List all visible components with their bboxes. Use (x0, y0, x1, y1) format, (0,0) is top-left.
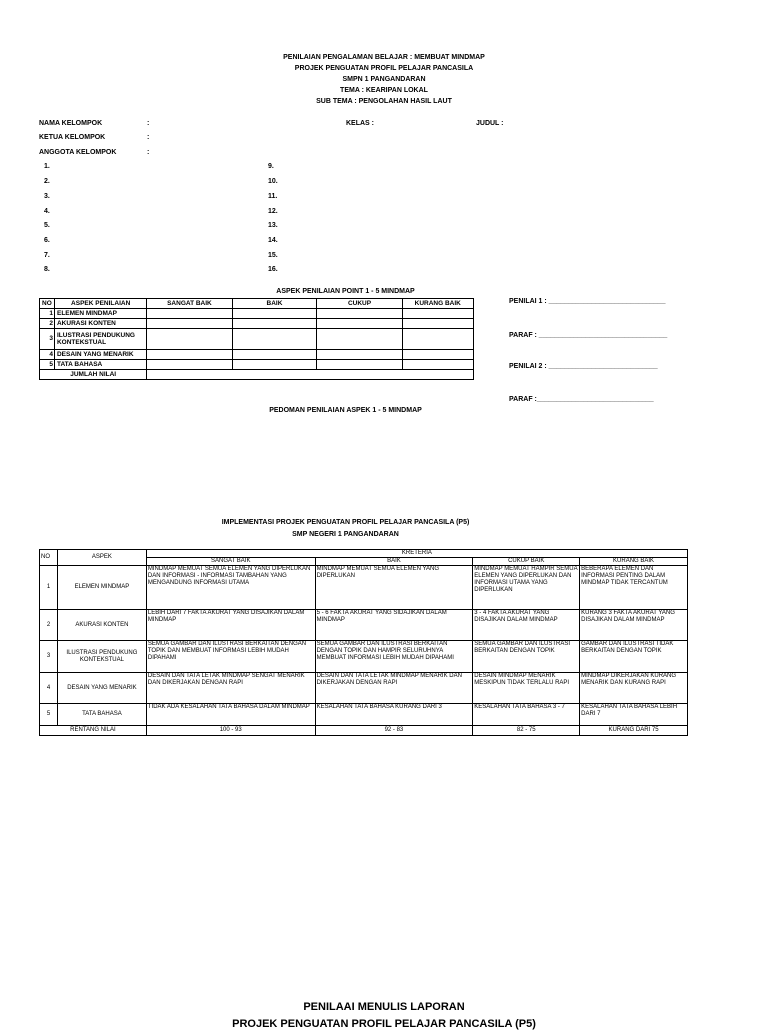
criteria-cukup-baik: DESAIN MINDMAP MENARIK MESKIPUN TIDAK TERLALU RAPI (473, 673, 580, 704)
rubric-header-row-1 (40, 550, 688, 558)
criteria-baik: 5 - 6 FAKTA AKURAT YANG SIDAJIKAN DALAM MINDMAP (315, 610, 473, 641)
table-row (40, 641, 688, 673)
score-cell[interactable] (402, 309, 473, 319)
score-cell[interactable] (232, 350, 317, 360)
score-cell[interactable] (147, 309, 232, 319)
judul-label: JUDUL : (476, 120, 504, 127)
rubric-header-sangat-baik: SANGAT BAIK (146, 558, 315, 566)
rubric-row-number: 4 (40, 673, 58, 704)
score-cell[interactable] (232, 329, 317, 350)
header-cukup: CUKUP (317, 299, 402, 309)
member-number: 5. (44, 222, 50, 229)
rubric-row-aspek: TATA BAHASA (57, 704, 146, 726)
criteria-kurang-baik: BEBERAPA ELEMEN DAN INFORMASI PENTING DALAM MINDMAP TIDAK TERCANTUM (580, 566, 688, 610)
criteria-baik: MINDMAP MEMUAT SEMUA ELEMEN YANG DIPERLUKAN (315, 566, 473, 610)
table-row (40, 610, 688, 641)
header-sangat-baik: SANGAT BAIK (147, 299, 232, 309)
range-cukup-baik: 82 - 75 (473, 726, 580, 736)
rubric-title-1: IMPLEMENTASI PROJEK PENGUATAN PROFIL PELAJAR PANCASILA (P5) (221, 519, 470, 526)
rubric-header-kurang-baik: KURANG BAIK (580, 558, 688, 566)
total-label: JUMLAH NILAI (40, 370, 147, 380)
criteria-cukup-baik: KESALAHAN TATA BAHASA 3 - 7 (473, 704, 580, 726)
criteria-sangat-baik: DESAIN DAN TATA LETAK MINDMAP SENGAT MENARIK DAN DIKERJAKAN DENGAN RAPI (146, 673, 315, 704)
penilai-1-line: PENILAI 1 : ______________________________ (509, 298, 666, 305)
score-cell[interactable] (232, 309, 317, 319)
paraf-2-line: PARAF :______________________________ (509, 396, 654, 403)
criteria-cukup-baik: 3 - 4 FAKTA AKURAT YANG DISAJIKAN DALAM MINDMAP (473, 610, 580, 641)
criteria-cukup-baik: MINDMAP MEMUAT HAMPIR SEMUA ELEMEN YANG DIPERLUKAN DAN INFORMASI UTAMA YANG DIPERLUKAN (473, 566, 580, 610)
score-cell[interactable] (232, 319, 317, 329)
score-cell[interactable] (147, 360, 232, 370)
range-kurang-baik: KURANG DARI 75 (580, 726, 688, 736)
rubric-row-number: 5 (40, 704, 58, 726)
doc-header (0, 52, 768, 107)
row-aspek: ILUSTRASI PENDUKUNG KONTEKSTUAL (54, 329, 146, 350)
member-number: 7. (44, 252, 50, 259)
criteria-baik: SEMUA GAMBAR DAN ILUSTRASI BERKAITAN DENGAN TOPIK DAN HAMPIR SELURUHNYA MEMBUAT INFORMASI LEBIH MUDAH DIPAHAMI (315, 641, 473, 673)
table-row (40, 673, 688, 704)
range-label: RENTANG NILAI (40, 726, 147, 736)
header-line-3: SMPN 1 PANGANDARAN (342, 76, 426, 83)
row-number: 4 (40, 350, 55, 360)
anggota-kelompok-colon: : (147, 149, 150, 156)
rubric-row-aspek: ILUSTRASI PENDUKUNG KONTEKSTUAL (57, 641, 146, 673)
footer-title-2: PROJEK PENGUATAN PROFIL PELAJAR PANCASILA (P5) (232, 1018, 536, 1030)
ketua-kelompok-colon: : (147, 134, 150, 141)
criteria-cukup-baik: SEMUA GAMBAR DAN ILUSTRASI BERKAITAN DENGAN TOPIK (473, 641, 580, 673)
member-number: 3. (44, 193, 50, 200)
header-baik: BAIK (232, 299, 317, 309)
score-cell[interactable] (317, 319, 402, 329)
member-number: 10. (268, 178, 278, 185)
rubric-title-2: SMP NEGERI 1 PANGANDARAN (292, 531, 399, 538)
header-line-4: TEMA : KEARIPAN LOKAL (340, 87, 428, 94)
rubric-table (39, 549, 688, 736)
member-number: 2. (44, 178, 50, 185)
criteria-baik: KESALAHAN TATA BAHASA KURANG DARI 3 (315, 704, 473, 726)
rubric-header-kreteria: KRETERIA (146, 550, 687, 558)
score-cell[interactable] (402, 319, 473, 329)
footer-title-1: PENILAAI MENULIS LAPORAN (303, 1001, 465, 1013)
score-cell[interactable] (317, 329, 402, 350)
member-number: 12. (268, 208, 278, 215)
member-number: 9. (268, 163, 274, 170)
ketua-kelompok-label: KETUA KELOMPOK (39, 134, 106, 141)
member-number: 4. (44, 208, 50, 215)
header-aspek-penilaian: ASPEK PENILAIAN (54, 299, 146, 309)
score-cell[interactable] (147, 319, 232, 329)
score-table-title: ASPEK PENILAIAN POINT 1 - 5 MINDMAP (276, 288, 415, 295)
row-number: 5 (40, 360, 55, 370)
criteria-sangat-baik: MINDMAP MEMUAT SEMUA ELEMEN YANG DIPERLUKAN DAN INFORMASI - INFORMASI TAMBAHAN YANG MENGANDUNG INFORMASI UTAMA (146, 566, 315, 610)
table-row (40, 319, 474, 329)
total-row (40, 370, 474, 380)
table-row (40, 350, 474, 360)
member-number: 6. (44, 237, 50, 244)
row-aspek: TATA BAHASA (54, 360, 146, 370)
score-cell[interactable] (402, 360, 473, 370)
kelas-label: KELAS : (346, 120, 374, 127)
criteria-kurang-baik: MINDMAP DIKERJAKAN KURANG MENARIK DAN KURANG RAPI (580, 673, 688, 704)
criteria-baik: DESAIN DAN TATA LETAK MINDMAP MENARIK DAN DIKERJAKAN DENGAN RAPI (315, 673, 473, 704)
header-kurang-baik: KURANG BAIK (402, 299, 473, 309)
header-line-2: PROJEK PENGUATAN PROFIL PELAJAR PANCASILA (294, 65, 474, 72)
score-table-header-row (40, 299, 474, 309)
range-sangat-baik: 100 - 93 (146, 726, 315, 736)
total-value-cell[interactable] (147, 370, 474, 380)
score-cell[interactable] (402, 329, 473, 350)
range-row (40, 726, 688, 736)
rubric-row-aspek: AKURASI KONTEN (57, 610, 146, 641)
paraf-1-line: PARAF : _________________________________ (509, 332, 668, 339)
criteria-kurang-baik: KURANG 3 FAKTA AKURAT YANG DISAJIKAN DALAM MINDMAP (580, 610, 688, 641)
criteria-kurang-baik: GAMBAR DAN ILUSTRASI TIDAK BERKAITAN DENGAN TOPIK (580, 641, 688, 673)
score-cell[interactable] (402, 350, 473, 360)
score-cell[interactable] (317, 309, 402, 319)
rubric-row-number: 1 (40, 566, 58, 610)
rubric-header-no: NO (40, 550, 58, 566)
rubric-row-aspek: ELEMEN MINDMAP (57, 566, 146, 610)
rubric-row-aspek: DESAIN YANG MENARIK (57, 673, 146, 704)
rubric-header-cukup-baik: CUKUP BAIK (473, 558, 580, 566)
criteria-sangat-baik: SEMUA GAMBAR DAN ILUSTRASI BERKAITAN DENGAN TOPIK DAN MEMBUAT INFORMASI LEBIH MUDAH DIPAHAMI (146, 641, 315, 673)
table-row (40, 329, 474, 350)
table-row (40, 360, 474, 370)
table-row (40, 704, 688, 726)
row-aspek: ELEMEN MINDMAP (54, 309, 146, 319)
criteria-kurang-baik: KESALAHAN TATA BAHASA LEBIH DARI 7 (580, 704, 688, 726)
nama-kelompok-label: NAMA KELOMPOK (39, 120, 103, 127)
header-line-5: SUB TEMA : PENGOLAHAN HASIL LAUT (316, 98, 452, 105)
pedoman-title: PEDOMAN PENILAIAN ASPEK 1 - 5 MINDMAP (269, 407, 422, 414)
rubric-row-number: 2 (40, 610, 58, 641)
row-number: 3 (40, 329, 55, 350)
row-number: 2 (40, 319, 55, 329)
member-number: 14. (268, 237, 278, 244)
score-cell[interactable] (147, 329, 232, 350)
member-number: 1. (44, 163, 50, 170)
score-cell[interactable] (317, 360, 402, 370)
header-no: NO (40, 299, 55, 309)
criteria-sangat-baik: LEBIH DARI 7 FAKTA AKURAT YANG DISAJIKAN DALAM MINDMAP (146, 610, 315, 641)
score-cell[interactable] (317, 350, 402, 360)
score-cell[interactable] (232, 360, 317, 370)
header-line-1: PENILAIAN PENGALAMAN BELAJAR : MEMBUAT MINDMAP (283, 54, 485, 61)
row-aspek: AKURASI KONTEN (54, 319, 146, 329)
criteria-sangat-baik: TIDAK ADA KESALAHAN TATA BAHASA DALAM MINDMAP (146, 704, 315, 726)
penilai-2-line: PENILAI 2 : ____________________________ (509, 363, 658, 370)
member-number: 16. (268, 266, 278, 273)
table-row (40, 566, 688, 610)
table-row (40, 309, 474, 319)
anggota-kelompok-label: ANGGOTA KELOMPOK (39, 149, 117, 156)
rubric-header-aspek: ASPEK (57, 550, 146, 566)
range-baik: 92 - 83 (315, 726, 473, 736)
row-number: 1 (40, 309, 55, 319)
nama-kelompok-colon: : (147, 120, 150, 127)
score-cell[interactable] (147, 350, 232, 360)
member-number: 11. (268, 193, 278, 200)
member-number: 15. (268, 252, 278, 259)
row-aspek: DESAIN YANG MENARIK (54, 350, 146, 360)
member-number: 13. (268, 222, 278, 229)
rubric-row-number: 3 (40, 641, 58, 673)
rubric-header-baik: BAIK (315, 558, 473, 566)
member-number: 8. (44, 266, 50, 273)
score-table (39, 298, 474, 380)
